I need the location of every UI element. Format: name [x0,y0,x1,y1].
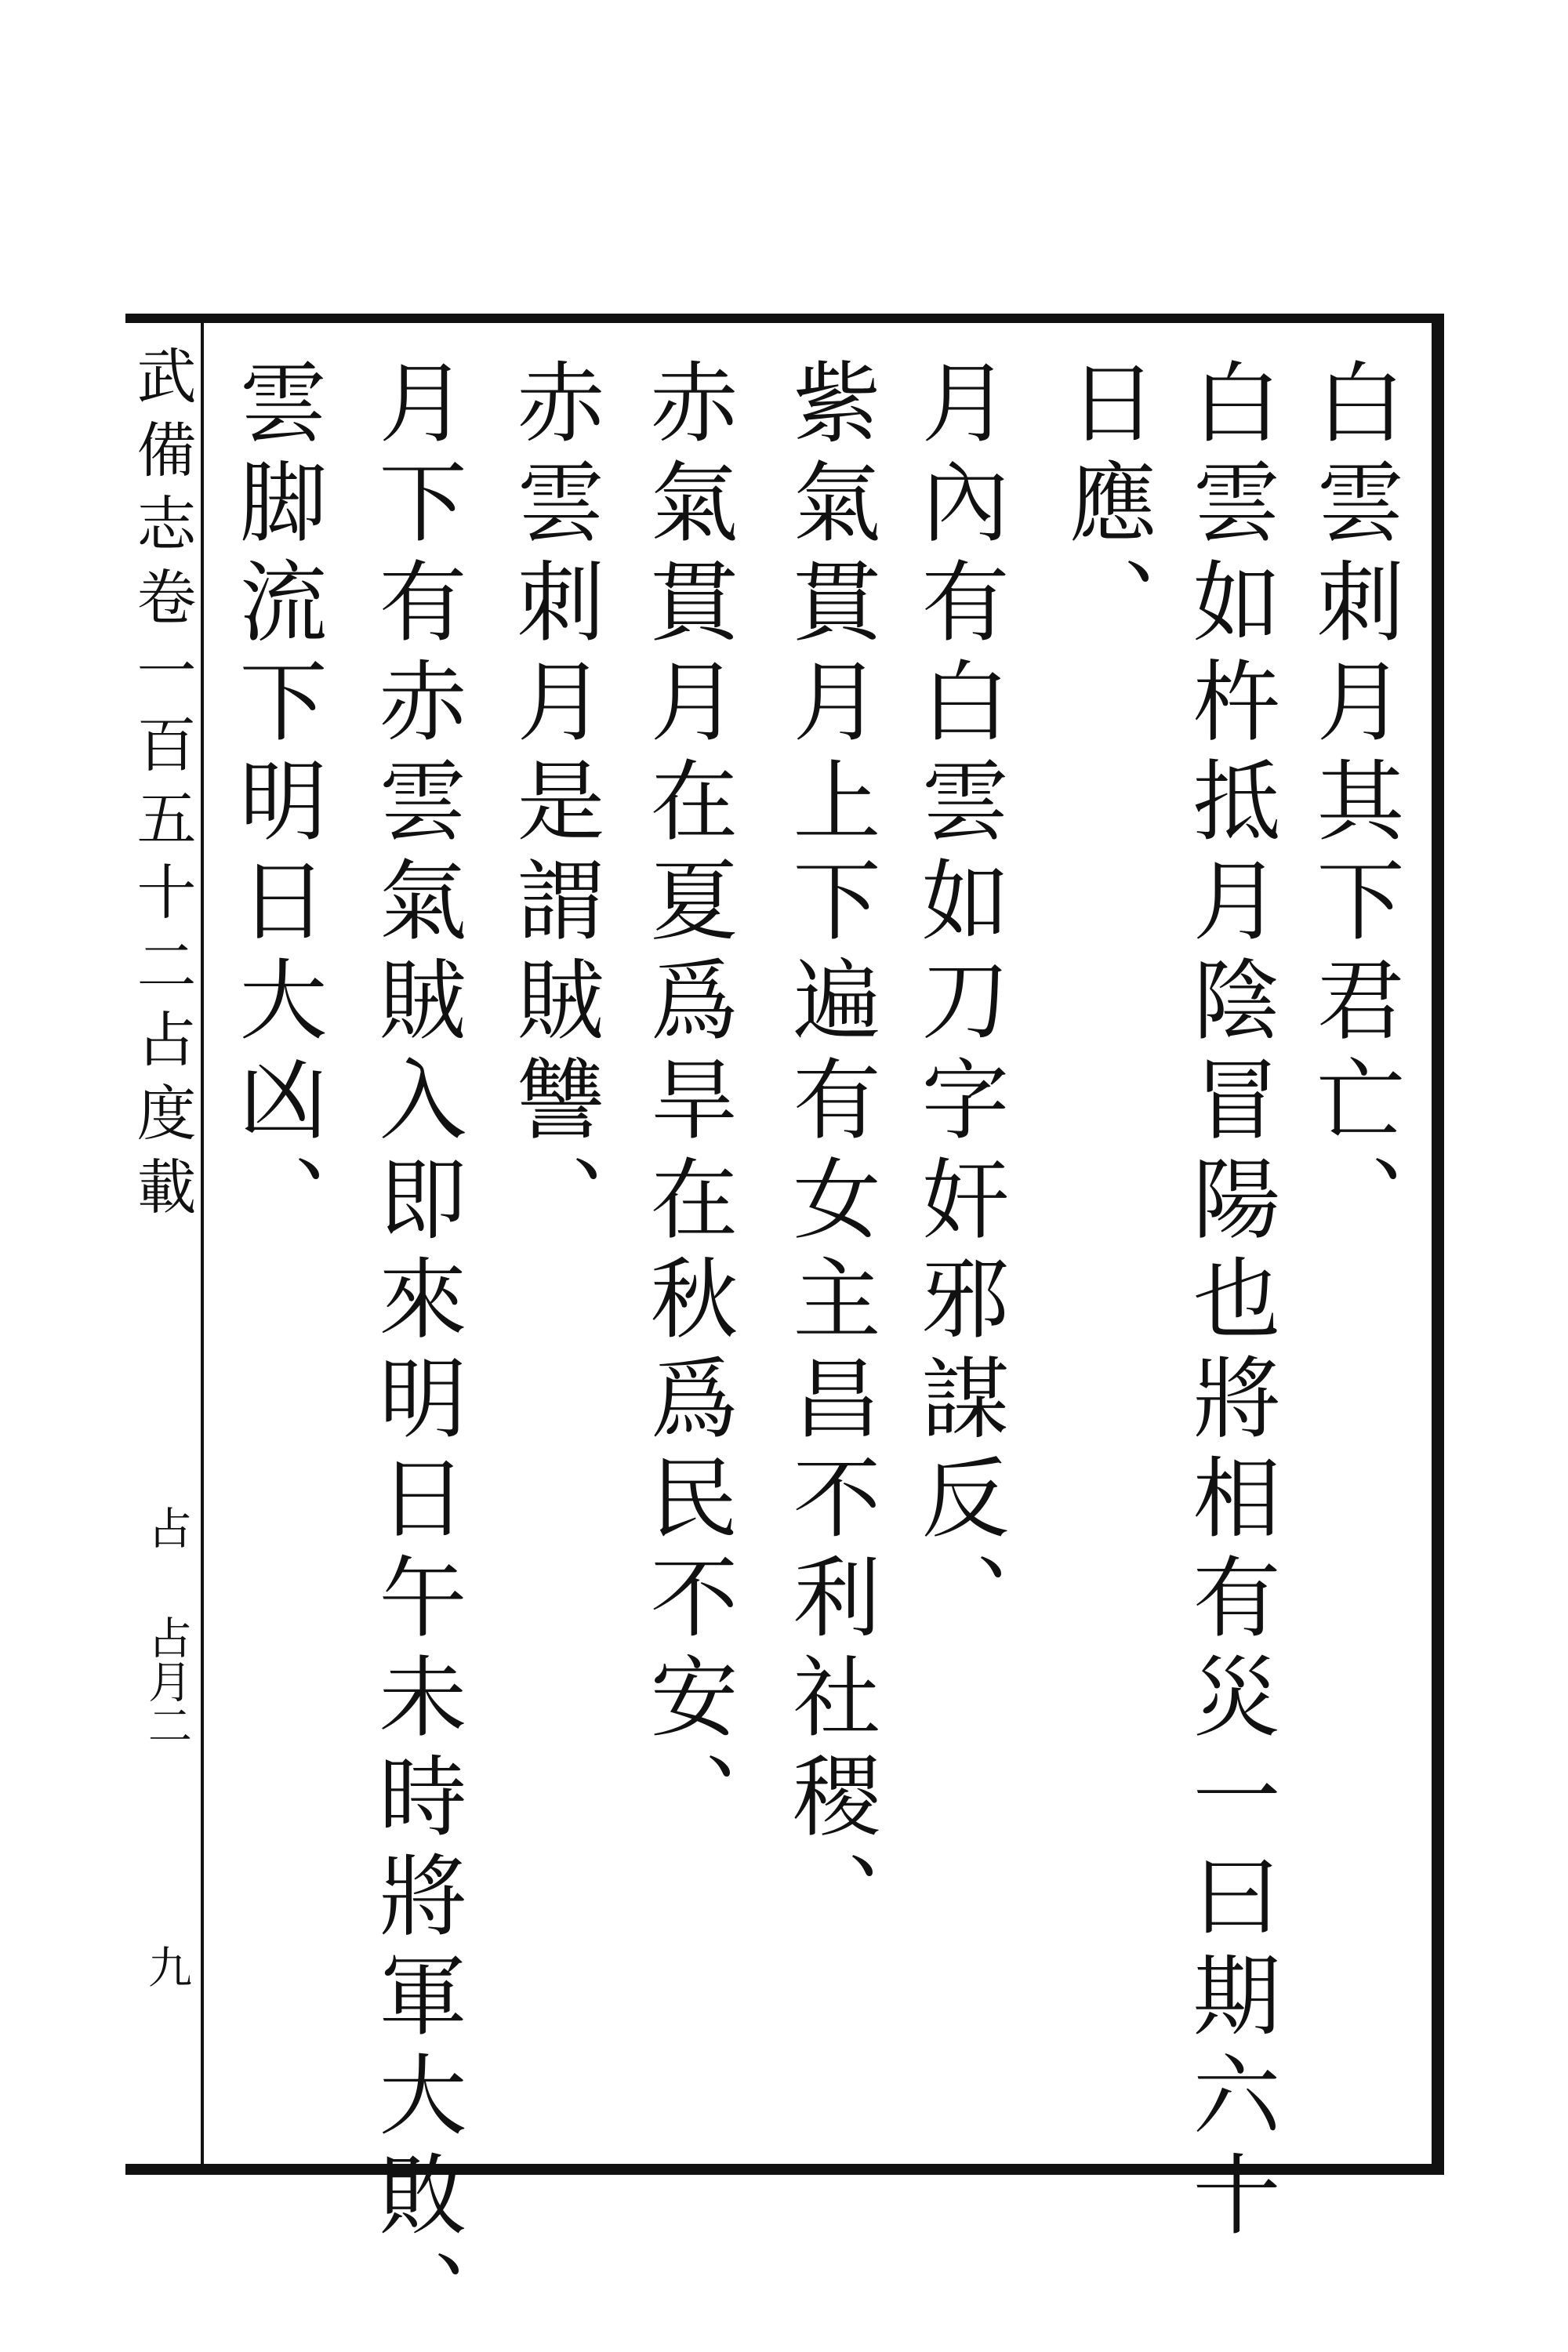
margin-section: 占 [141,1505,192,1549]
frame-top-border [125,314,1444,323]
text-column-6: 赤氣貫月在夏爲旱在秋爲民不安、 [636,357,738,1850]
frame-right-border [1432,314,1444,2175]
frame-left-border [201,318,204,2169]
text-column-5: 紫氣貫月上下遍有女主昌不利社稷、 [779,357,880,1950]
text-column-1: 白雲刺月其下君亡、 [1302,357,1404,1253]
margin-book-title: 武備志卷一百五十二占度載 [127,345,197,1229]
text-column-4: 月內有白雲如刀字奸邪謀反、 [907,357,1009,1651]
margin-page-number: 九 [141,1944,192,1988]
page-margin [125,329,197,2156]
text-column-2: 白雲如杵抵月陰冒陽也將相有災一曰期六十 [1178,357,1280,2249]
text-column-9: 雲脚流下明日大凶、 [225,357,327,1253]
text-column-8: 月下有赤雲氣賊入即來明日午未時將軍大敗、 [365,357,466,2348]
text-column-7: 赤雲刺月是謂賊讐、 [503,357,604,1253]
margin-subsection: 占月二 [141,1615,192,1747]
text-column-3: 日應、 [1054,357,1156,655]
